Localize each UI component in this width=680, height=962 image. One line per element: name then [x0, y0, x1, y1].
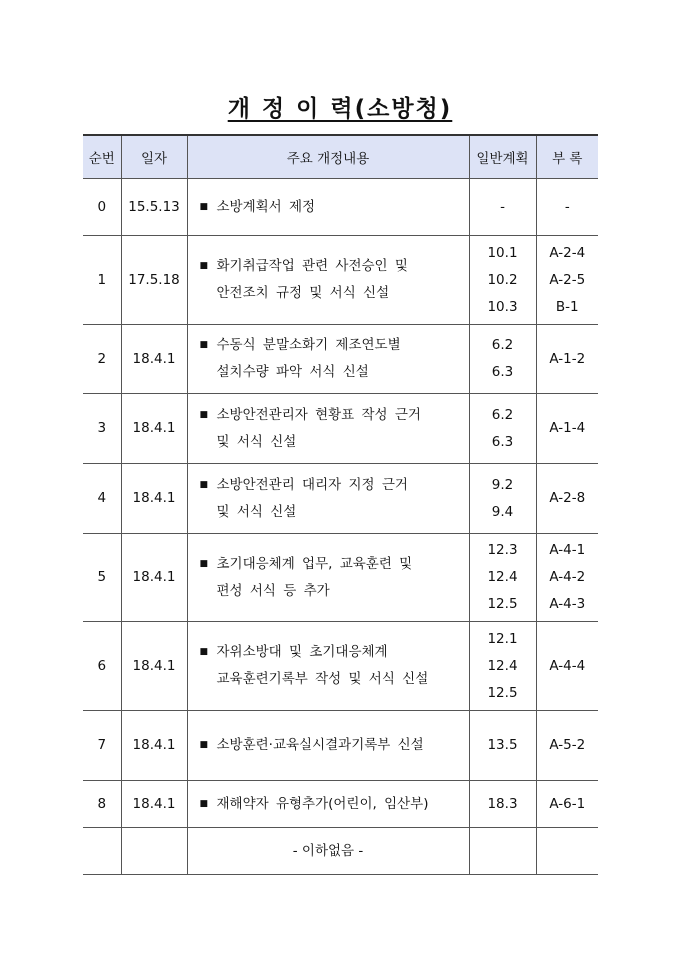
plan-cell-value: 12.3 [487, 542, 518, 558]
content-line: 및 서식 신설 [216, 433, 297, 450]
appendix-cell [536, 534, 598, 622]
content-line: 소방안전관리 대리자 지정 근거 [216, 476, 408, 493]
plan-cell-value: 6.2 [491, 337, 514, 353]
plan-cell-value: 18.3 [487, 795, 518, 812]
square-bullet-icon: ■ [199, 201, 209, 212]
appendix-cell [536, 179, 598, 236]
content-line: 수동식 분말소화기 제조연도별 [216, 337, 401, 353]
content-cell [187, 534, 469, 622]
content-line: 자위소방대 및 초기대응체계 [216, 644, 388, 660]
plan-cell-value: 12.4 [487, 657, 518, 674]
table-row [83, 781, 598, 828]
seq-cell: 7 [83, 711, 121, 781]
plan-cell [469, 464, 536, 534]
seq-cell: 6 [83, 622, 121, 711]
plan-cell-value: 6.3 [491, 364, 514, 380]
appendix-cell [536, 394, 598, 464]
content-cell [187, 781, 469, 828]
table-row [83, 534, 598, 622]
plan-cell-value: 6.2 [491, 406, 514, 423]
plan-cell-value: 9.4 [491, 503, 514, 520]
appendix-cell-value: A-2-4 [549, 244, 586, 261]
table-row [83, 179, 598, 236]
date-cell: 18.4.1 [121, 325, 187, 394]
seq-cell: 3 [83, 394, 121, 464]
seq-cell: 4 [83, 464, 121, 534]
seq-cell: 5 [83, 534, 121, 622]
content-cell [187, 622, 469, 711]
square-bullet-icon: ■ [199, 409, 209, 420]
appendix-cell-value: A-4-3 [549, 596, 586, 612]
date-cell: 18.4.1 [121, 781, 187, 828]
header-content: 주요 개정내용 [187, 135, 469, 179]
date-cell: 18.4.1 [121, 711, 187, 781]
appendix-cell-value: A-6-1 [549, 795, 586, 812]
appendix-cell-value: A-2-8 [549, 490, 586, 506]
appendix-cell-value: A-4-4 [549, 657, 586, 674]
page-title: 개 정 이 력(소방청) [227, 96, 453, 122]
table-row [83, 622, 598, 711]
seq-cell: 2 [83, 325, 121, 394]
table-row [83, 711, 598, 781]
date-cell: 17.5.18 [121, 236, 187, 325]
content-cell [187, 711, 469, 781]
seq-cell: 8 [83, 781, 121, 828]
table-row [83, 236, 598, 325]
plan-cell [469, 534, 536, 622]
appendix-cell-value: A-4-1 [549, 542, 586, 558]
plan-cell-value: 12.1 [487, 630, 518, 647]
content-line: 설치수량 파악 서식 신설 [216, 364, 369, 380]
plan-cell [469, 325, 536, 394]
content-line: 소방계획서 제정 [216, 198, 316, 215]
date-cell: 15.5.13 [121, 179, 187, 236]
appendix-cell [536, 781, 598, 828]
plan-cell [469, 781, 536, 828]
table-row [83, 325, 598, 394]
content-line: 안전조치 규정 및 서식 신설 [216, 285, 390, 301]
date-cell: 18.4.1 [121, 464, 187, 534]
appendix-cell-value: B-1 [555, 298, 579, 315]
seq-cell: 1 [83, 236, 121, 325]
square-bullet-icon: ■ [199, 740, 209, 750]
content-line: 소방안전관리자 현황표 작성 근거 [216, 406, 421, 423]
appendix-cell-value: A-1-2 [549, 350, 586, 367]
date-cell: 18.4.1 [121, 394, 187, 464]
square-bullet-icon: ■ [199, 479, 209, 490]
content-cell [187, 394, 469, 464]
plan-cell-value: 6.3 [491, 433, 514, 450]
date-cell: 18.4.1 [121, 534, 187, 622]
content-cell [187, 464, 469, 534]
header-plan: 일반계획 [469, 135, 536, 179]
header-seq: 순번 [83, 135, 121, 179]
square-bullet-icon: ■ [199, 558, 209, 569]
appendix-cell [536, 325, 598, 394]
square-bullet-icon: ■ [199, 647, 209, 657]
plan-cell-value: 12.4 [487, 569, 518, 585]
plan-cell [469, 711, 536, 781]
content-line: 화기취급작업 관련 사전승인 및 [216, 258, 408, 274]
plan-cell-value: 9.2 [491, 476, 514, 493]
plan-cell [469, 622, 536, 711]
square-bullet-icon: ■ [199, 261, 209, 271]
empty-cell [536, 828, 598, 875]
table-header-row [83, 135, 598, 179]
appendix-cell-value: A-2-5 [549, 271, 586, 288]
empty-cell [83, 828, 121, 875]
appendix-cell-value: - [564, 198, 570, 215]
empty-cell [469, 828, 536, 875]
plan-cell-value: 13.5 [487, 737, 518, 753]
content-line: 재해약자 유형추가(어린이, 임산부) [216, 795, 429, 812]
plan-cell [469, 236, 536, 325]
empty-cell [121, 828, 187, 875]
appendix-cell-value: A-4-2 [549, 569, 586, 585]
end-row [83, 828, 598, 875]
appendix-cell-value: A-1-4 [549, 420, 586, 436]
header-appendix: 부 록 [536, 135, 598, 179]
appendix-cell [536, 622, 598, 711]
plan-cell-value: - [500, 198, 505, 215]
square-bullet-icon: ■ [199, 340, 209, 350]
appendix-cell [536, 464, 598, 534]
plan-cell-value: 12.5 [487, 596, 518, 612]
content-line: 초기대응체계 업무, 교육훈련 및 [216, 555, 413, 572]
appendix-cell [536, 236, 598, 325]
square-bullet-icon: ■ [199, 798, 209, 809]
plan-cell [469, 394, 536, 464]
revision-history-table [83, 134, 598, 875]
content-cell [187, 325, 469, 394]
plan-cell-value: 10.3 [487, 298, 518, 315]
content-cell [187, 236, 469, 325]
table-row [83, 394, 598, 464]
content-line: 교육훈련기록부 작성 및 서식 신설 [216, 671, 429, 687]
appendix-cell-value: A-5-2 [549, 737, 586, 753]
table-row [83, 464, 598, 534]
content-line: 소방훈련·교육실시결과기록부 신설 [216, 737, 424, 753]
plan-cell-value: 12.5 [487, 684, 518, 701]
end-note: - 이하없음 - [187, 828, 469, 875]
plan-cell-value: 10.1 [487, 244, 518, 261]
seq-cell: 0 [83, 179, 121, 236]
plan-cell [469, 179, 536, 236]
content-line: 편성 서식 등 추가 [216, 582, 330, 599]
content-cell [187, 179, 469, 236]
plan-cell-value: 10.2 [487, 271, 518, 288]
appendix-cell [536, 711, 598, 781]
date-cell: 18.4.1 [121, 622, 187, 711]
header-date: 일자 [121, 135, 187, 179]
content-line: 및 서식 신설 [216, 503, 297, 520]
